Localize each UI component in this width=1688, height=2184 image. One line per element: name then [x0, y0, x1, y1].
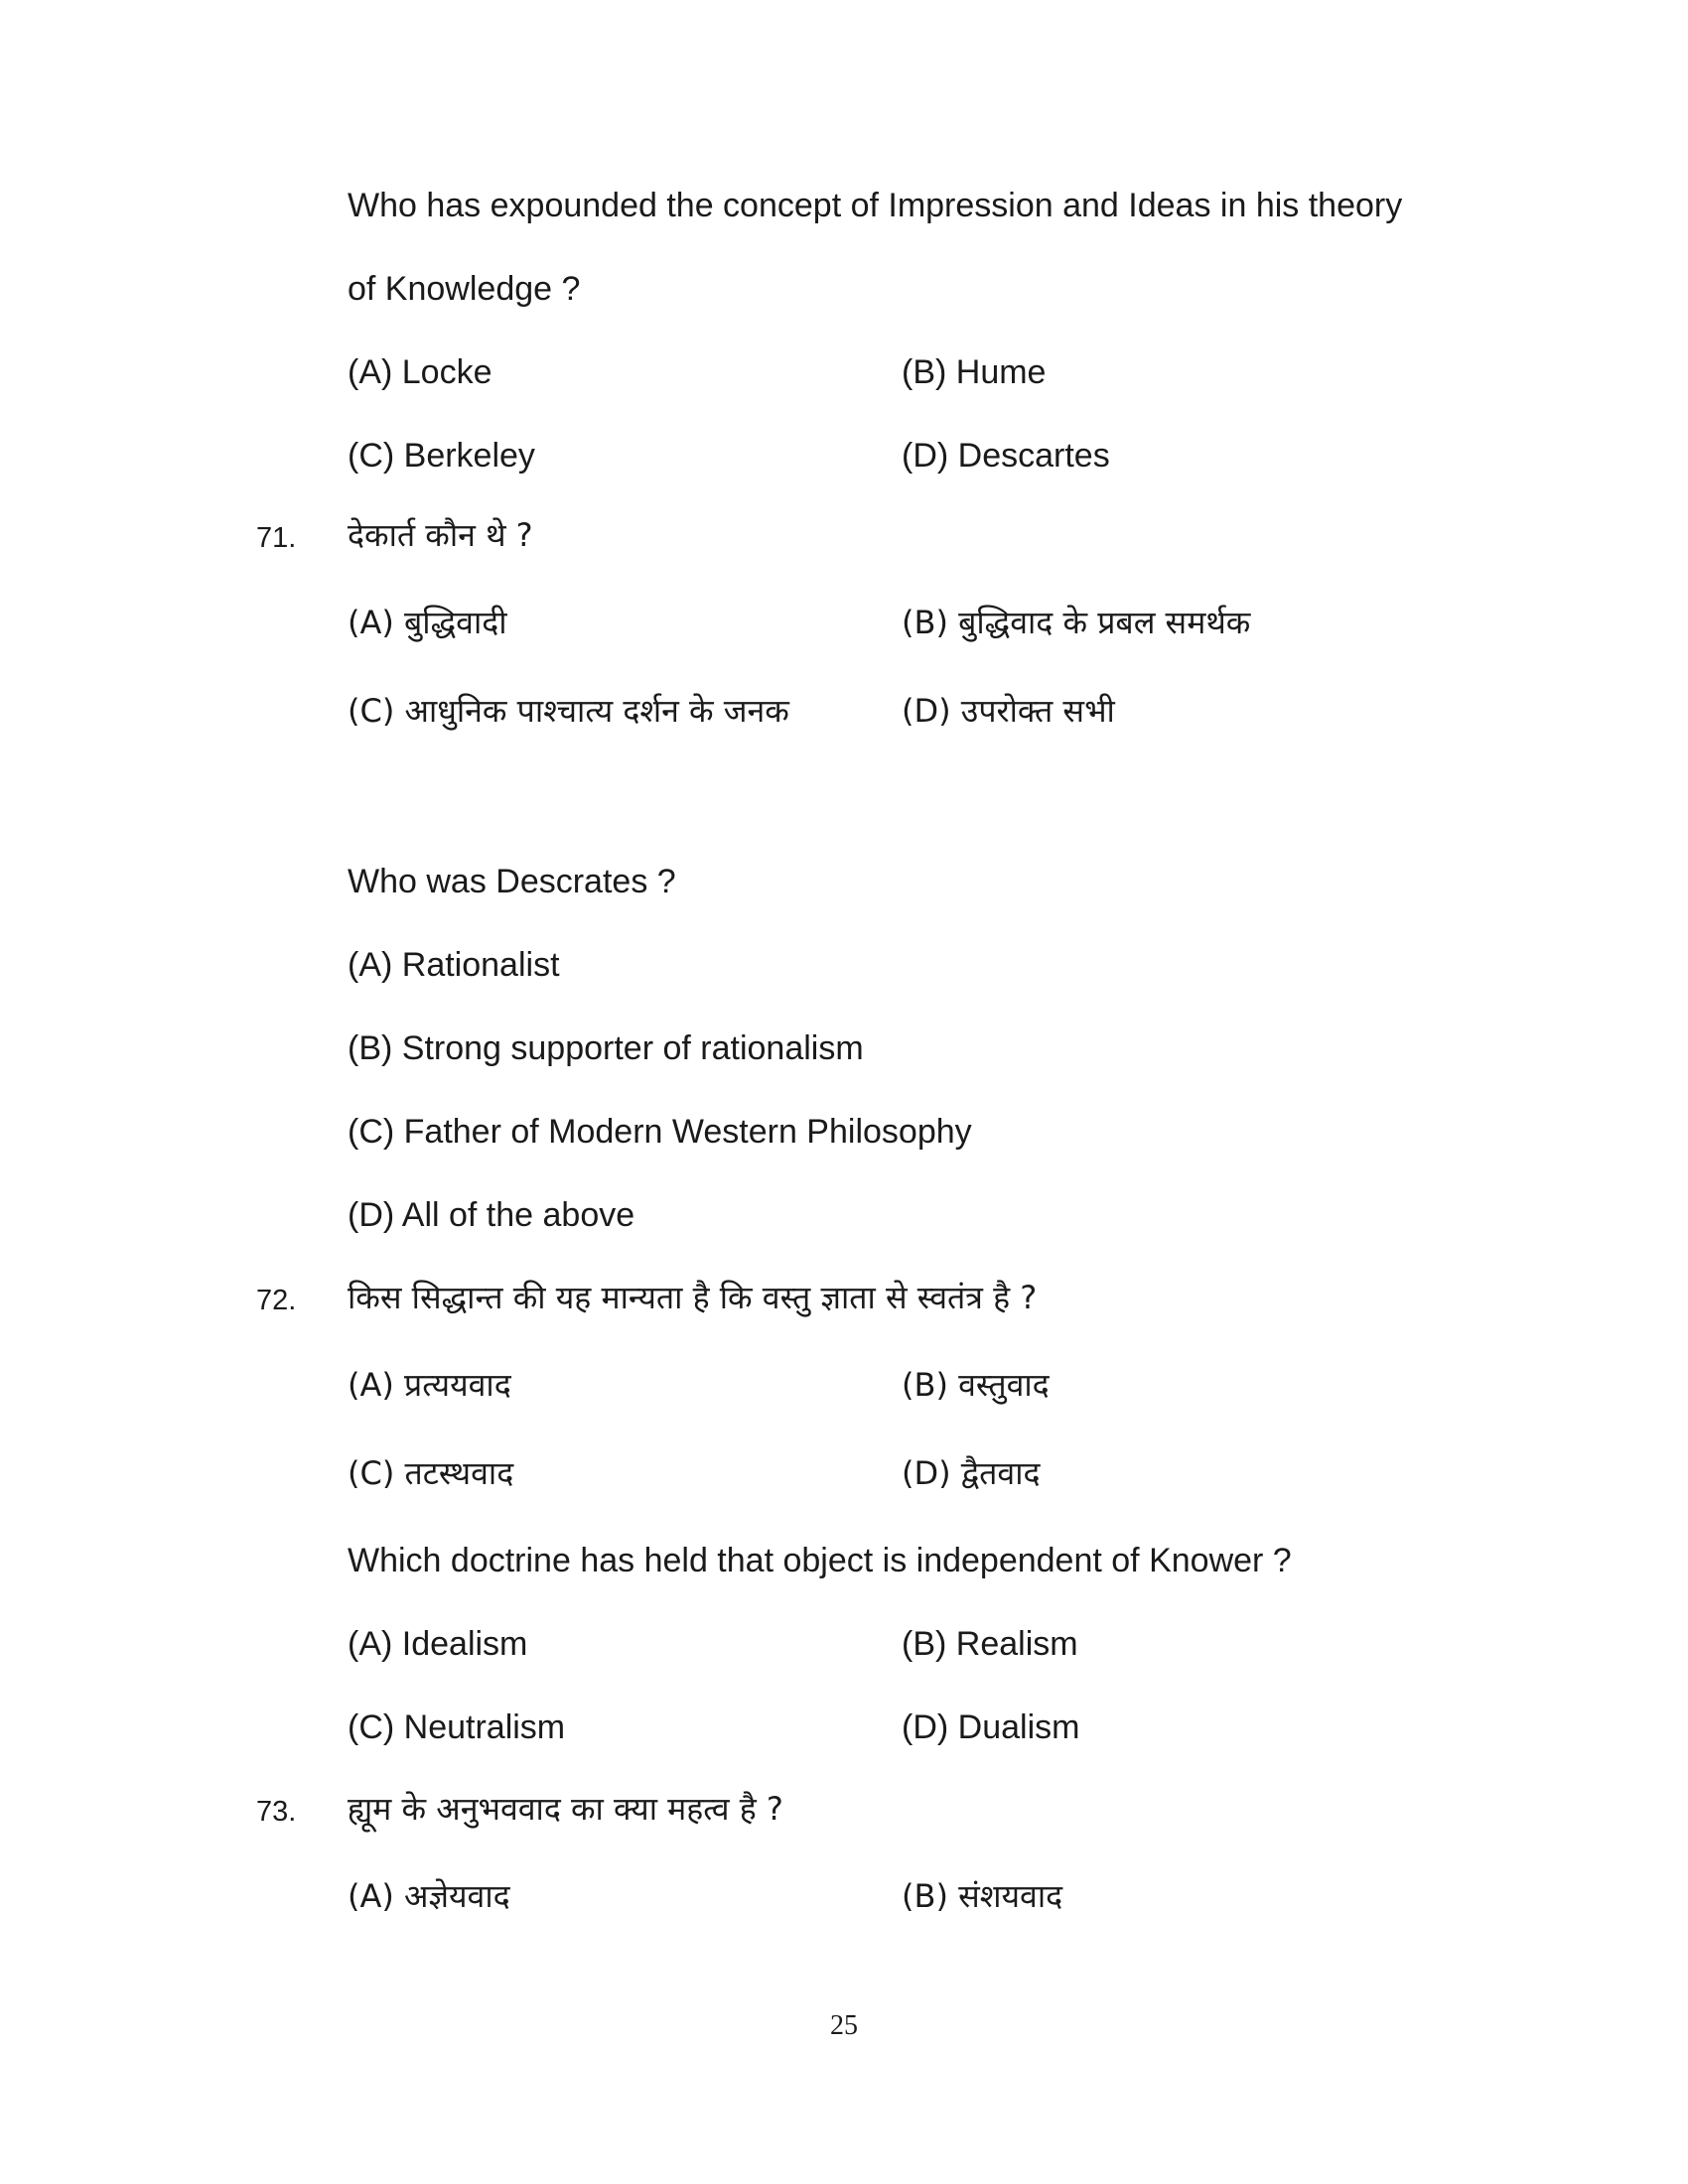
q71-english-option-a: (A) Rationalist: [348, 946, 560, 984]
page-number: 25: [830, 2010, 858, 2041]
q70-option-d: (D) Descartes: [902, 437, 1110, 475]
q72-english-option-a: (A) Idealism: [348, 1625, 528, 1663]
q70-option-a: (A) Locke: [348, 353, 492, 391]
q71-number: 71.: [256, 522, 297, 554]
q73-number: 73.: [256, 1796, 297, 1828]
q70-option-c: (C) Berkeley: [348, 437, 535, 475]
q73-hindi-option-b: (B) संशयवाद: [902, 1877, 1063, 1915]
q71-hindi-option-a: (A) बुद्धिवादी: [348, 604, 507, 641]
q71-english-option-c: (C) Father of Modern Western Philosophy: [348, 1113, 972, 1151]
q72-english-stem: Which doctrine has held that object is independent of Knower ?: [348, 1542, 1292, 1579]
q71-hindi-option-b: (B) बुद्धिवाद के प्रबल समर्थक: [902, 604, 1251, 641]
q72-hindi-option-d: (D) द्वैतवाद: [902, 1454, 1041, 1492]
q71-hindi-stem: देकार्त कौन थे ?: [348, 516, 533, 554]
q72-english-option-b: (B) Realism: [902, 1625, 1078, 1663]
q70-stem-line2: of Knowledge ?: [348, 270, 581, 308]
q72-english-option-d: (D) Dualism: [902, 1708, 1080, 1746]
q72-hindi-option-a: (A) प्रत्ययवाद: [348, 1366, 511, 1404]
q72-hindi-option-c: (C) तटस्थवाद: [348, 1454, 514, 1492]
q70-stem-line1: Who has expounded the concept of Impression and Ideas in his theory: [348, 187, 1403, 224]
q72-english-option-c: (C) Neutralism: [348, 1708, 566, 1746]
q73-hindi-option-a: (A) अज्ञेयवाद: [348, 1877, 510, 1915]
q73-hindi-stem: ह्यूम के अनुभववाद का क्या महत्व है ?: [348, 1790, 783, 1828]
q71-hindi-option-c: (C) आधुनिक पाश्चात्य दर्शन के जनक: [348, 692, 789, 730]
q70-option-b: (B) Hume: [902, 353, 1047, 391]
q71-english-option-b: (B) Strong supporter of rationalism: [348, 1029, 864, 1067]
q72-number: 72.: [256, 1285, 297, 1316]
q71-hindi-option-d: (D) उपरोक्त सभी: [902, 692, 1115, 730]
q72-hindi-option-b: (B) वस्तुवाद: [902, 1366, 1050, 1404]
q71-english-option-d: (D) All of the above: [348, 1196, 635, 1234]
q71-english-stem: Who was Descrates ?: [348, 863, 676, 900]
q72-hindi-stem: किस सिद्धान्त की यह मान्यता है कि वस्तु ज्ञाता से स्वतंत्र है ?: [348, 1279, 1038, 1316]
